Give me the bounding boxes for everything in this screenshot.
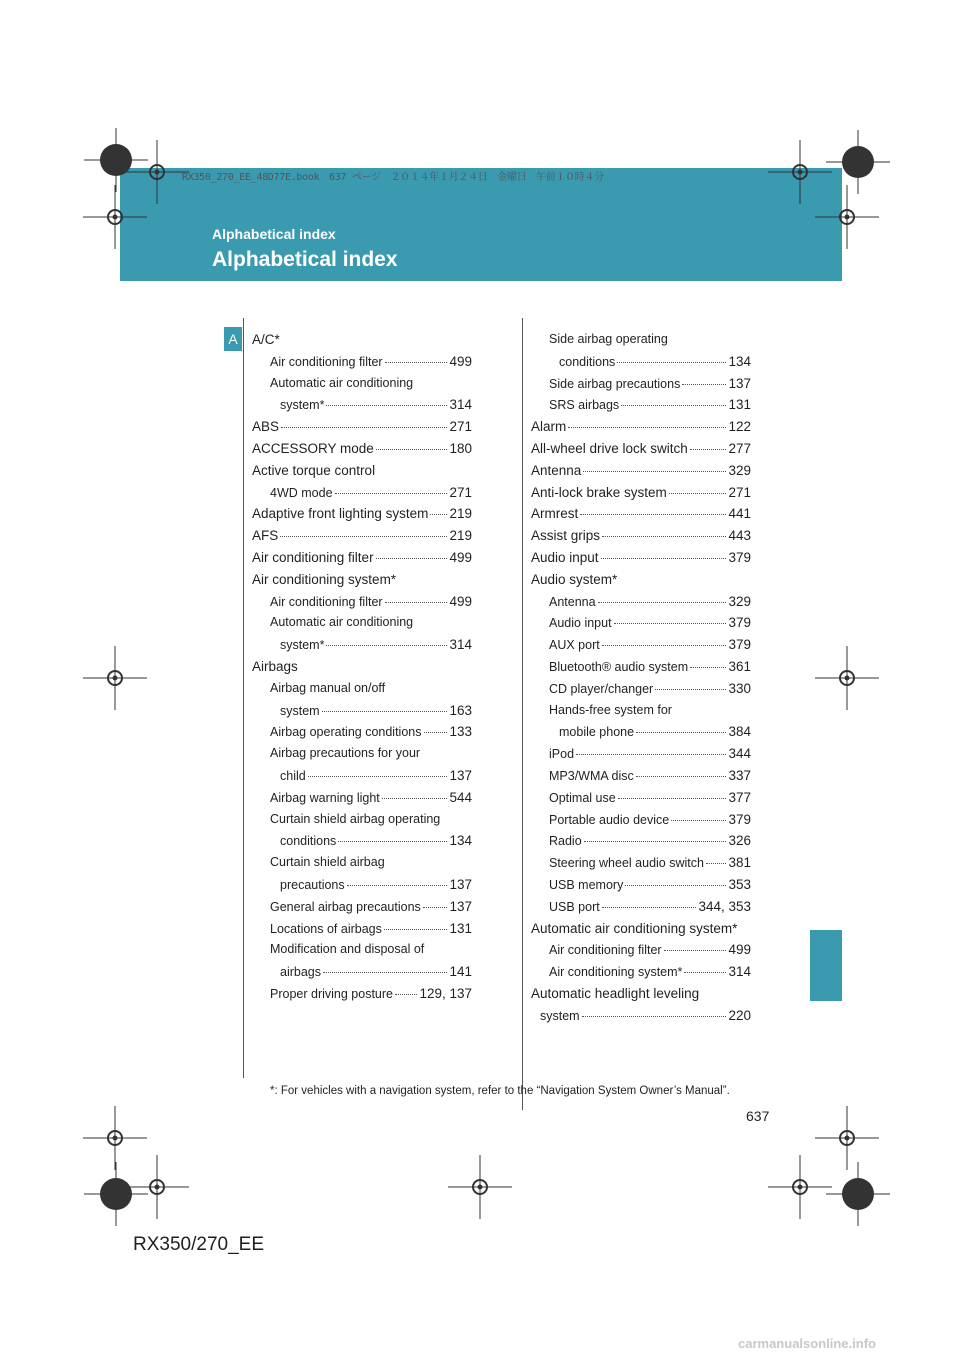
index-entry bbox=[531, 485, 751, 507]
leader-dots bbox=[614, 623, 727, 624]
index-term: Airbag manual on/off bbox=[270, 680, 386, 695]
index-term: CD player/changer bbox=[549, 681, 654, 696]
index-term: Airbag precautions for your bbox=[270, 746, 421, 761]
index-entry bbox=[531, 572, 751, 594]
index-entry bbox=[252, 594, 472, 616]
index-term: system bbox=[280, 703, 320, 718]
index-entry bbox=[252, 572, 472, 594]
index-term: Automatic air conditioning bbox=[270, 615, 414, 630]
index-entry bbox=[531, 942, 751, 964]
index-entry bbox=[531, 899, 751, 921]
index-page-ref: 499 bbox=[449, 353, 472, 369]
index-term: 4WD mode bbox=[270, 485, 333, 500]
index-page-ref: 137 bbox=[449, 898, 472, 914]
leader-dots bbox=[690, 667, 726, 668]
index-page-ref: 384 bbox=[728, 724, 751, 740]
leader-dots bbox=[706, 863, 727, 864]
index-entry bbox=[252, 942, 472, 964]
index-entry bbox=[531, 419, 751, 441]
index-term: Active torque control bbox=[252, 462, 376, 478]
index-page-ref: 330 bbox=[728, 680, 751, 696]
leader-dots bbox=[322, 711, 448, 712]
index-entry bbox=[531, 1008, 751, 1030]
leader-dots bbox=[323, 972, 447, 973]
index-term: Air conditioning system* bbox=[252, 571, 397, 587]
index-entry bbox=[252, 964, 472, 986]
index-term: SRS airbags bbox=[549, 398, 620, 413]
index-page-ref: 137 bbox=[449, 876, 472, 892]
leader-dots bbox=[326, 645, 447, 646]
index-entry bbox=[531, 724, 751, 746]
index-page-ref: 441 bbox=[728, 506, 751, 522]
index-term: Automatic air conditioning bbox=[270, 375, 414, 390]
leader-dots bbox=[347, 885, 448, 886]
leader-dots bbox=[382, 798, 448, 799]
index-entry bbox=[252, 986, 472, 1008]
index-page-ref: 314 bbox=[449, 637, 472, 653]
index-term: precautions bbox=[280, 877, 345, 892]
index-entry bbox=[252, 833, 472, 855]
index-entry bbox=[252, 419, 472, 441]
index-entry bbox=[531, 877, 751, 899]
index-page-ref: 499 bbox=[449, 593, 472, 609]
leader-dots bbox=[625, 885, 726, 886]
index-term: Audio input bbox=[549, 616, 612, 631]
index-term: Side airbag operating bbox=[549, 332, 668, 346]
index-page-ref: 337 bbox=[728, 767, 751, 783]
index-page-ref: 131 bbox=[449, 920, 472, 936]
index-entry bbox=[252, 397, 472, 419]
index-term: system bbox=[540, 1008, 580, 1023]
leader-dots bbox=[384, 929, 448, 930]
index-entry bbox=[531, 768, 751, 790]
index-term: Air conditioning system* bbox=[549, 965, 683, 980]
index-term: Audio system* bbox=[531, 571, 618, 587]
page-number: 637 bbox=[746, 1108, 770, 1124]
index-term: Air conditioning filter bbox=[270, 354, 383, 369]
registration-mark-icon bbox=[826, 1162, 890, 1226]
leader-dots bbox=[423, 907, 448, 908]
index-term: Automatic headlight leveling bbox=[531, 985, 700, 1001]
index-entry bbox=[531, 964, 751, 986]
index-entry bbox=[252, 855, 472, 877]
leader-dots bbox=[582, 1016, 727, 1017]
index-page-ref: 129, 137 bbox=[419, 985, 472, 1001]
index-page-ref: 544 bbox=[449, 789, 472, 805]
index-term: Optimal use bbox=[549, 790, 616, 805]
leader-dots bbox=[598, 602, 727, 603]
index-entry bbox=[252, 485, 472, 507]
index-term: conditions bbox=[559, 354, 616, 369]
leader-dots bbox=[602, 645, 727, 646]
index-page-ref: 379 bbox=[728, 549, 751, 565]
leader-dots bbox=[395, 994, 417, 995]
index-entry bbox=[252, 790, 472, 812]
leader-dots bbox=[671, 820, 726, 821]
index-entry bbox=[252, 659, 472, 681]
index-entry bbox=[531, 921, 751, 943]
index-entry bbox=[252, 899, 472, 921]
page-title: Alphabetical index bbox=[212, 248, 398, 271]
index-entry bbox=[531, 332, 751, 354]
index-term: Airbag operating conditions bbox=[270, 725, 422, 740]
letter-tab: A bbox=[224, 327, 242, 351]
leader-dots bbox=[669, 493, 727, 494]
index-entry bbox=[252, 724, 472, 746]
index-page-ref: 219 bbox=[449, 506, 472, 522]
leader-dots bbox=[376, 449, 448, 450]
index-term: USB memory bbox=[549, 877, 624, 892]
leader-dots bbox=[280, 536, 447, 537]
index-page-ref: 379 bbox=[728, 637, 751, 653]
index-term: Alarm bbox=[531, 419, 567, 435]
index-term: airbags bbox=[280, 965, 321, 980]
index-entry bbox=[252, 681, 472, 703]
index-term: AFS bbox=[252, 528, 279, 544]
leader-dots bbox=[621, 405, 726, 406]
index-term: Air conditioning filter bbox=[252, 549, 374, 565]
index-page-ref: 443 bbox=[728, 528, 751, 544]
index-page-ref: 344, 353 bbox=[698, 898, 751, 914]
index-page-ref: 277 bbox=[728, 440, 751, 456]
index-term: Anti-lock brake system bbox=[531, 484, 667, 500]
leader-dots bbox=[308, 776, 448, 777]
footnote: *: For vehicles with a navigation system, refer to the “Navigation System Owner’s Manual”. bbox=[270, 1085, 730, 1097]
index-page-ref: 377 bbox=[728, 789, 751, 805]
index-page-ref: 141 bbox=[449, 964, 472, 980]
index-term: ACCESSORY mode bbox=[252, 440, 374, 456]
index-entry bbox=[252, 550, 472, 572]
leader-dots bbox=[385, 602, 448, 603]
index-term: Side airbag precautions bbox=[549, 376, 681, 391]
index-term: child bbox=[280, 768, 306, 783]
index-page-ref: 326 bbox=[728, 833, 751, 849]
index-term: Airbag warning light bbox=[270, 790, 380, 805]
index-page-ref: 134 bbox=[449, 833, 472, 849]
index-entry bbox=[531, 746, 751, 768]
index-entry bbox=[252, 463, 472, 485]
index-entry bbox=[531, 528, 751, 550]
index-column-2 bbox=[531, 332, 751, 1030]
index-term: Antenna bbox=[549, 594, 596, 609]
leader-dots bbox=[583, 471, 726, 472]
index-term: Curtain shield airbag operating bbox=[270, 811, 441, 826]
index-page-ref: 180 bbox=[449, 440, 472, 456]
index-page-ref: 137 bbox=[449, 767, 472, 783]
index-term: Modification and disposal of bbox=[270, 942, 425, 957]
registration-mark-icon bbox=[83, 185, 147, 249]
index-entry bbox=[531, 703, 751, 725]
leader-dots bbox=[602, 907, 697, 908]
index-page-ref: 163 bbox=[449, 702, 472, 718]
index-entry bbox=[531, 506, 751, 528]
index-term: Airbags bbox=[252, 658, 298, 674]
index-term: Audio input bbox=[531, 549, 599, 565]
index-entry bbox=[531, 986, 751, 1008]
index-entry bbox=[252, 354, 472, 376]
index-page-ref: 329 bbox=[728, 462, 751, 478]
index-page-ref: 271 bbox=[449, 419, 472, 435]
index-term: Armrest bbox=[531, 506, 579, 522]
index-term: Bluetooth® audio system bbox=[549, 659, 689, 674]
index-entry bbox=[252, 506, 472, 528]
index-term: All-wheel drive lock switch bbox=[531, 440, 688, 456]
leader-dots bbox=[636, 732, 726, 733]
leader-dots bbox=[424, 732, 448, 733]
index-term: Antenna bbox=[531, 462, 582, 478]
index-entry bbox=[252, 812, 472, 834]
leader-dots bbox=[576, 754, 726, 755]
index-entry bbox=[252, 376, 472, 398]
leader-dots bbox=[601, 558, 727, 559]
index-page-ref: 344 bbox=[728, 746, 751, 762]
leader-dots bbox=[568, 427, 726, 428]
index-term: Air conditioning filter bbox=[270, 594, 383, 609]
index-entry bbox=[252, 332, 472, 354]
leader-dots bbox=[335, 493, 448, 494]
leader-dots bbox=[602, 536, 726, 537]
index-entry bbox=[252, 615, 472, 637]
index-entry bbox=[531, 855, 751, 877]
index-page-ref: 220 bbox=[728, 1007, 751, 1023]
leader-dots bbox=[682, 384, 726, 385]
index-term: Curtain shield airbag bbox=[270, 855, 385, 870]
index-term: conditions bbox=[280, 834, 337, 849]
watermark: carmanualsonline.info bbox=[738, 1336, 876, 1351]
index-entry bbox=[531, 463, 751, 485]
index-entry bbox=[531, 376, 751, 398]
leader-dots bbox=[376, 558, 448, 559]
registration-mark-icon bbox=[83, 646, 147, 710]
leader-dots bbox=[618, 798, 727, 799]
index-term: Automatic air conditioning system* bbox=[531, 920, 738, 936]
index-page-ref: 137 bbox=[728, 375, 751, 391]
index-entry bbox=[531, 812, 751, 834]
index-page-ref: 134 bbox=[728, 353, 751, 369]
side-thumb-tab bbox=[810, 930, 842, 1001]
leader-dots bbox=[430, 514, 447, 515]
index-term: system* bbox=[280, 398, 325, 413]
index-term: Locations of airbags bbox=[270, 921, 382, 936]
index-page-ref: 131 bbox=[728, 397, 751, 413]
index-term: USB port bbox=[549, 899, 600, 914]
index-term: Radio bbox=[549, 834, 582, 849]
index-entry bbox=[531, 790, 751, 812]
index-entry bbox=[252, 768, 472, 790]
index-page-ref: 379 bbox=[728, 615, 751, 631]
leader-dots bbox=[617, 362, 726, 363]
index-entry bbox=[252, 441, 472, 463]
index-term: MP3/WMA disc bbox=[549, 768, 634, 783]
index-entry bbox=[531, 550, 751, 572]
section-subtitle: Alphabetical index bbox=[212, 226, 336, 242]
index-entry bbox=[531, 681, 751, 703]
leader-dots bbox=[584, 841, 727, 842]
index-entry bbox=[531, 441, 751, 463]
leader-dots bbox=[655, 689, 726, 690]
index-page-ref: 314 bbox=[728, 964, 751, 980]
index-entry bbox=[531, 615, 751, 637]
model-code: RX350/270_EE bbox=[133, 1234, 264, 1255]
index-page-ref: 353 bbox=[728, 876, 751, 892]
leader-dots bbox=[690, 449, 727, 450]
column-divider-left bbox=[243, 318, 244, 1078]
index-page-ref: 133 bbox=[449, 724, 472, 740]
index-page-ref: 499 bbox=[728, 942, 751, 958]
leader-dots bbox=[385, 362, 448, 363]
index-term: Air conditioning filter bbox=[549, 943, 662, 958]
index-entry bbox=[531, 637, 751, 659]
index-page-ref: 499 bbox=[449, 549, 472, 565]
leader-dots bbox=[664, 950, 727, 951]
leader-dots bbox=[684, 972, 726, 973]
index-page-ref: 314 bbox=[449, 397, 472, 413]
column-divider-middle bbox=[522, 318, 523, 1110]
registration-mark-icon bbox=[448, 1155, 512, 1219]
index-page-ref: 122 bbox=[728, 419, 751, 435]
index-entry bbox=[252, 746, 472, 768]
index-entry bbox=[252, 703, 472, 725]
index-term: Portable audio device bbox=[549, 812, 670, 827]
index-term: iPod bbox=[549, 747, 575, 762]
index-term: ABS bbox=[252, 419, 280, 435]
index-entry bbox=[252, 921, 472, 943]
registration-mark-icon bbox=[815, 646, 879, 710]
index-term: Proper driving posture bbox=[270, 986, 393, 1001]
index-page-ref: 271 bbox=[728, 484, 751, 500]
leader-dots bbox=[580, 514, 726, 515]
registration-mark-icon bbox=[815, 185, 879, 249]
index-page-ref: 381 bbox=[728, 855, 751, 871]
index-term: Steering wheel audio switch bbox=[549, 856, 704, 871]
index-term: mobile phone bbox=[559, 725, 635, 740]
index-term: AUX port bbox=[549, 638, 600, 653]
leader-dots bbox=[281, 427, 447, 428]
index-term: Assist grips bbox=[531, 528, 601, 544]
index-entry bbox=[252, 877, 472, 899]
index-term: Adaptive front lighting system bbox=[252, 506, 429, 522]
leader-dots bbox=[338, 841, 447, 842]
index-entry bbox=[531, 659, 751, 681]
index-entry bbox=[531, 354, 751, 376]
index-term: system* bbox=[280, 638, 325, 653]
leader-dots bbox=[636, 776, 727, 777]
index-entry bbox=[531, 397, 751, 419]
book-print-info: RX350_270_EE_48D77E.book 637 ページ ２０１４年１月２４日 金曜日 午前１０時４分 bbox=[182, 172, 604, 183]
index-column-1 bbox=[252, 332, 472, 1008]
index-page-ref: 361 bbox=[728, 658, 751, 674]
index-entry bbox=[531, 594, 751, 616]
index-page-ref: 379 bbox=[728, 811, 751, 827]
index-term: General airbag precautions bbox=[270, 899, 421, 914]
index-term: A/C* bbox=[252, 332, 280, 347]
registration-mark-icon bbox=[768, 1155, 832, 1219]
index-term: Hands-free system for bbox=[549, 702, 672, 717]
index-page-ref: 329 bbox=[728, 593, 751, 609]
index-entry bbox=[252, 528, 472, 550]
index-page-ref: 219 bbox=[449, 528, 472, 544]
index-entry bbox=[252, 637, 472, 659]
index-entry bbox=[531, 833, 751, 855]
index-page-ref: 271 bbox=[449, 484, 472, 500]
leader-dots bbox=[326, 405, 447, 406]
registration-mark-icon bbox=[125, 1155, 189, 1219]
section-header-band bbox=[120, 168, 842, 281]
